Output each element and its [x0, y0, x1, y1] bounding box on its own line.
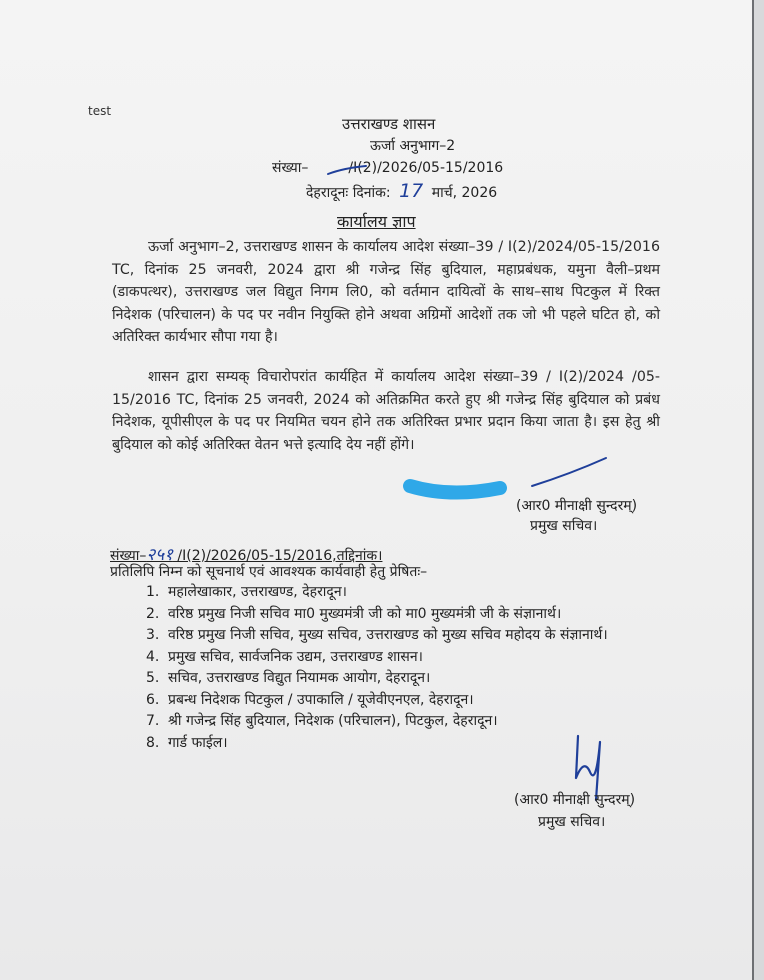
section-heading: ऊर्जा अनुभाग–2: [370, 138, 456, 154]
list-item: 7. श्री गजेन्द्र सिंह बुदियाल, निदेशक (परिचालन), पिटकुल, देहरादून।: [146, 713, 498, 729]
paragraph-2: शासन द्वारा सम्यक् विचारोपरांत कार्यहित में कार्यालय आदेश संख्या–39 / I(2)/2024 /05-15/2016 TC, दिनांक 25 जनवरी, 2024 को अतिक्रमित करते हुए श्री गजेन्द्र सिंह बुदियाल को प्रबंध निदेशक, यूपीसीएल के पद पर नियमित चयन होने तक अतिरिक्त प्रभार प्रदान किया जाता है। इस हेतु श्री बुदियाल को कोई अतिरिक्त वेतन भत्ते इत्यादि देय नहीं होंगे।: [112, 369, 660, 453]
list-item: 4. प्रमुख सचिव, सार्वजनिक उद्यम, उत्तराखण्ड शासन।: [146, 648, 423, 665]
handwritten-dash: [326, 164, 368, 178]
list-item: 3. वरिष्ठ प्रमुख निजी सचिव, मुख्य सचिव, उत्तराखण्ड को मुख्य सचिव महोदय के संज्ञानार्थ।: [146, 627, 608, 643]
list-item: 1. महालेखाकार, उत्तराखण्ड, देहरादून।: [146, 584, 347, 600]
copy-suffix: /I(2)/2026/05-15/2016,तद्दिनांक।: [172, 548, 383, 564]
signature-redaction-stroke: [400, 452, 640, 502]
date-prefix: देहरादूनः दिनांक:: [306, 185, 391, 201]
paragraph-1: ऊर्जा अनुभाग–2, उत्तराखण्ड शासन के कार्यालय आदेश संख्या–39 / I(2)/2024/05-15/2016 TC, दिनांक 25 जनवरी, 2024 द्वारा श्री गजेन्द्र सिंह बुदियाल, महाप्रबंधक, यमुना वैली–प्रथम (डाकपत्थर), उत्तराखण्ड जल विद्युत निगम लि0, को वर्तमान दायित्वों के साथ–साथ पिटकुल में रिक्त निदेशक (परिचालन) के पद पर नवीन नियुक्ति होने अथवा अग्रिमों आदेशों तक जो भी पहले घटित हो, को अतिरिक्त कार्यभार सौपा गया है।: [112, 239, 660, 346]
list-item: 5. सचिव, उत्तराखण्ड विद्युत नियामक आयोग, देहरादून।: [146, 670, 431, 686]
page-background: [754, 0, 764, 980]
date-day: 17: [399, 180, 424, 202]
government-heading: उत्तराखण्ड शासन: [342, 115, 436, 133]
memo-title: कार्यालय ज्ञाप: [337, 212, 416, 231]
signatory2-name: (आर0 मीनाक्षी सुन्दरम्): [514, 792, 636, 808]
test-tag: test: [88, 104, 112, 118]
copy-intro: प्रतिलिपि निम्न को सूचनार्थ एवं आवश्यक कार्यवाही हेतु प्रेषितः–: [110, 564, 428, 580]
signatory-designation: प्रमुख सचिव।: [530, 518, 598, 534]
signatory-name: (आर0 मीनाक्षी सुन्दरम्): [516, 498, 638, 514]
signatory2-designation: प्रमुख सचिव।: [538, 814, 606, 830]
list-item: 8. गार्ड फाईल।: [146, 734, 228, 751]
date-line: [306, 180, 497, 202]
date-suffix: मार्च, 2026: [431, 185, 498, 201]
list-item: 2. वरिष्ठ प्रमुख निजी सचिव मा0 मुख्यमंत्री जी को मा0 मुख्यमंत्री जी के संज्ञानार्थ।: [146, 605, 562, 622]
list-item: 6. प्रबन्ध निदेशक पिटकुल / उपाकालि / यूजेवीएनएल, देहरादून।: [146, 691, 474, 708]
reference-prefix: संख्या–: [272, 160, 309, 176]
reference-suffix: /I(2)/2026/05-15/2016: [348, 160, 504, 176]
copy-prefix: संख्या–: [110, 548, 147, 564]
copy-number: २५१: [146, 545, 173, 565]
reference-number: [272, 158, 503, 177]
